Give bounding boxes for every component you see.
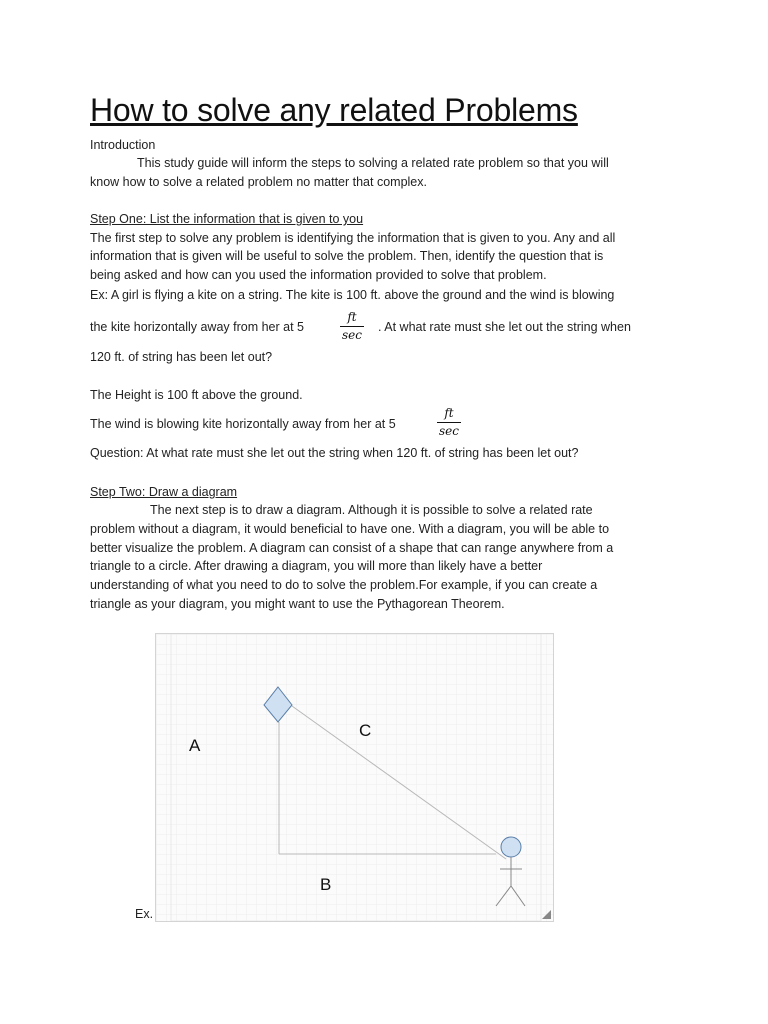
example-line-a: the kite horizontally away from her at 5 [90,320,304,334]
fraction-bar [437,422,461,423]
intro-heading: Introduction [90,138,156,152]
fraction-numerator: ft [444,406,454,420]
step-two-line-5: understanding of what you need to do to solve the problem.For example, if you can create a [90,578,598,592]
height-line: The Height is 100 ft above the ground. [90,388,303,402]
label-a: A [189,736,201,755]
fraction-denominator: sec [342,328,362,342]
step-one-line-3: being asked and how can you used the information provided to solve that problem. [90,268,547,282]
question-line: Question: At what rate must she let out the string when 120 ft. of string has been let out? [90,446,579,460]
step-one-heading: Step One: List the information that is given to you [90,212,364,226]
fraction-numerator: ft [347,310,357,324]
label-b: B [320,875,332,894]
step-one-line-1: The first step to solve any problem is identifying the information that is given to you. Any and all [90,231,616,245]
wind-line: The wind is blowing kite horizontally away from her at 5 [90,417,396,431]
resize-handle-icon[interactable] [542,910,551,919]
intro-line-2: know how to solve a related problem no matter that complex. [90,175,427,189]
fraction-bar [340,326,364,327]
step-two-line-2: problem without a diagram, it would beneficial to have one. With a diagram, you will be able to [90,522,610,536]
step-two-line-1: The next step is to draw a diagram. Although it is possible to solve a related rate [150,503,593,517]
step-two-heading: Step Two: Draw a diagram [90,485,238,499]
label-c: C [359,721,372,740]
step-two-line-6: triangle as your diagram, you might want to use the Pythagorean Theorem. [90,597,505,611]
intro-line-1: This study guide will inform the steps to solving a related rate problem so that you will [137,156,609,170]
grid-background [156,634,553,921]
step-two-line-4: triangle to a circle. After drawing a diagram, you will more than likely have a better [90,559,543,573]
step-one-line-2: information that is given will be useful to solve the problem. Then, identify the question that is [90,249,604,263]
diagram-canvas [156,634,553,921]
document-title: How to solve any related Problems [90,92,578,128]
fraction-denominator: sec [439,424,459,438]
fraction-ft-per-sec [340,310,364,342]
example-line-b: . At what rate must she let out the string when [378,320,631,334]
example-label: Ex. [135,907,154,921]
step-one-line-4: Ex: A girl is flying a kite on a string. The kite is 100 ft. above the ground and the wind is blowing [90,288,615,302]
fraction-ft-per-sec-2 [437,406,461,438]
example-line-c: 120 ft. of string has been let out? [90,350,273,364]
kite-diagram [155,633,554,922]
step-two-line-3: better visualize the problem. A diagram can consist of a shape that can range anywhere from a [90,541,614,555]
